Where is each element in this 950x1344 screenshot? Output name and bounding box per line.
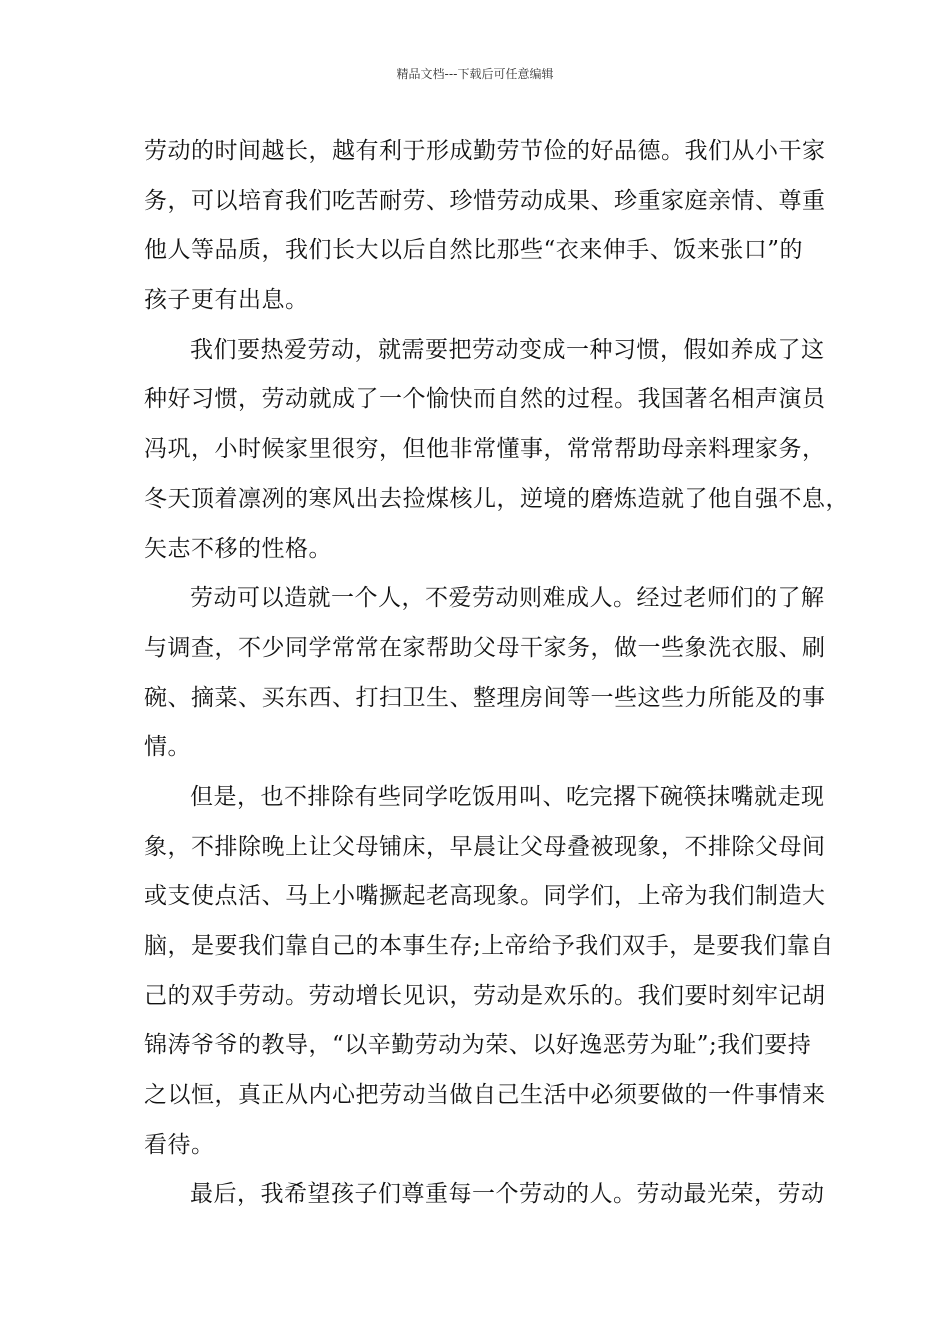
document-body	[144, 127, 849, 1220]
text-line: 种好习惯，劳动就成了一个愉快而自然的过程。我国著名相声演员	[144, 386, 826, 413]
text-line: 但是，也不排除有些同学吃饭用叫、吃完撂下碗筷抹嘴就走现	[190, 783, 825, 810]
text-line: 或支使点活、马上小嘴撅起老高现象。同学们，上帝为我们制造大	[144, 883, 826, 910]
text-line: 孩子更有出息。	[144, 287, 309, 314]
text-line: 劳动的时间越长，越有利于形成勤劳节俭的好品德。我们从小干家	[144, 138, 826, 164]
paragraph	[144, 326, 849, 574]
text-line: 象，不排除晚上让父母铺床，早晨让父母叠被现象，不排除父母间	[144, 833, 826, 860]
text-line: 他人等品质，我们长大以后自然比那些“衣来伸手、饭来张口”的	[144, 237, 804, 264]
text-line: 冬天顶着凛冽的寒风出去捡煤核儿，逆境的磨炼造就了他自强不息，	[144, 485, 849, 512]
paragraph	[144, 773, 834, 1171]
paragraph	[144, 574, 824, 773]
page-header: 精品文档---下载后可任意编辑	[396, 67, 554, 81]
text-line: 情。	[144, 734, 191, 761]
text-line: 最后，我希望孩子们尊重每一个劳动的人。劳动最光荣，劳动	[190, 1181, 825, 1208]
text-line: 碗、摘菜、买东西、打扫卫生、整理房间等一些这些力所能及的事	[144, 684, 826, 711]
text-line: 己的双手劳动。劳动增长见识，劳动是欢乐的。我们要时刻牢记胡	[144, 982, 826, 1009]
text-line: 冯巩，小时候家里很穷，但他非常懂事，常常帮助母亲料理家务，	[144, 436, 826, 463]
text-line: 看待。	[144, 1131, 215, 1158]
text-line: 脑，是要我们靠自己的本事生存;上帝给予我们双手，是要我们靠自	[144, 933, 834, 959]
text-line: 劳动可以造就一个人，不爱劳动则难成人。经过老师们的了解	[190, 585, 825, 612]
text-line: 我们要热爱劳动，就需要把劳动变成一种习惯，假如养成了这	[190, 336, 825, 363]
text-line: 务，可以培育我们吃苦耐劳、珍惜劳动成果、珍重家庭亲情、尊重	[144, 187, 826, 214]
text-line: 与调查，不少同学常常在家帮助父母干家务，做一些象洗衣服、刷	[144, 634, 826, 661]
paragraph	[144, 127, 824, 326]
paragraph	[144, 1170, 824, 1220]
text-line: 矢志不移的性格。	[144, 535, 332, 562]
text-line: 之以恒，真正从内心把劳动当做自己生活中必须要做的一件事情来	[144, 1082, 826, 1109]
text-line: 锦涛爷爷的教导，“以辛勤劳动为荣、以好逸恶劳为耻”;我们要持	[144, 1032, 812, 1059]
